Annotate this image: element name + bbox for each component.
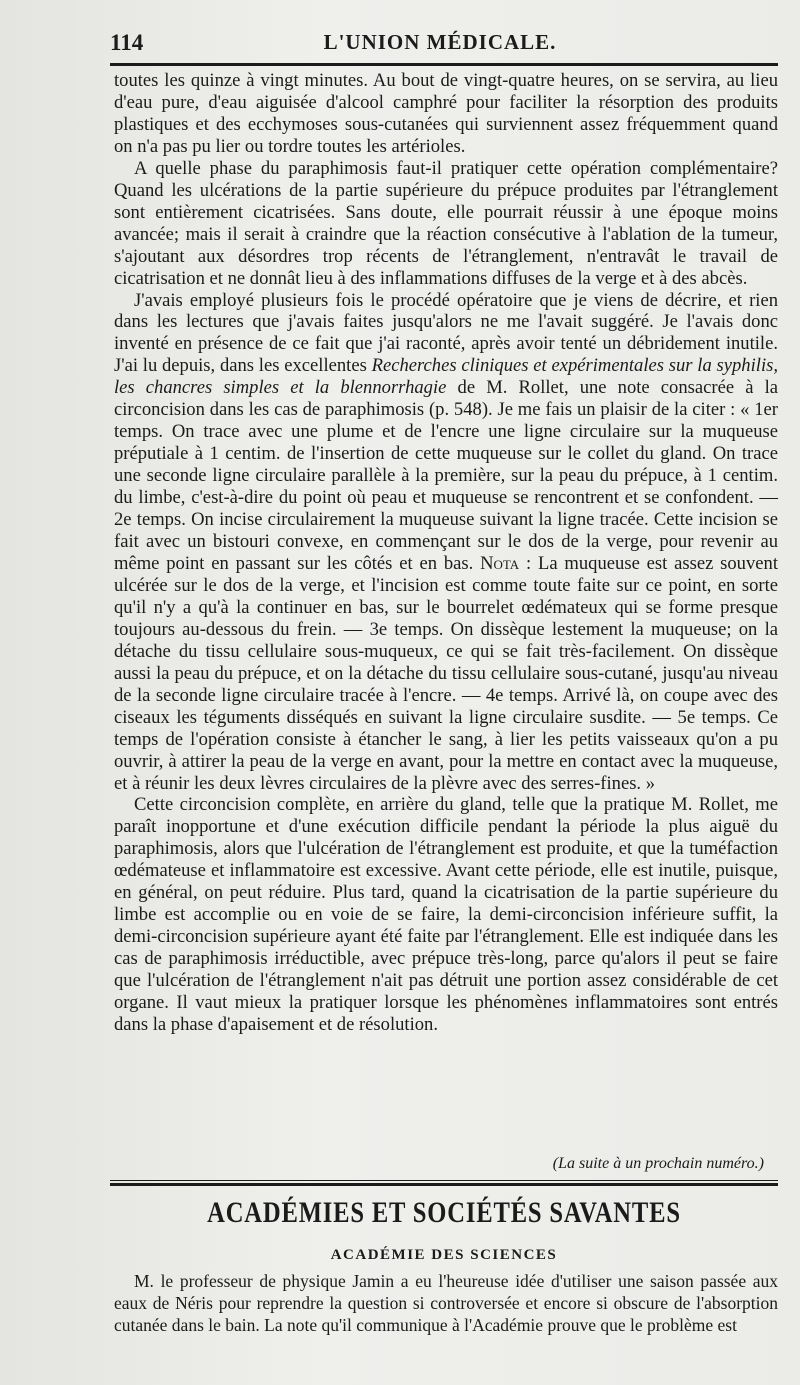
section-body (114, 1270, 778, 1336)
section-rule-top (110, 1180, 778, 1181)
nota-label: Nota (480, 552, 520, 574)
paragraph-3-part-c: : La muqueuse est assez souvent ulcérée sur le dos de la verge, et l'incision est comme toute faite sur ce point, en sorte qu'il n'y a qu'à la continuer en bas, sur le bourrelet œdémateux qui se forme presque toujours au-dessous du frein. — 3e temps. On dissèque lestement la muqueuse; on la détache du tissu cellulaire sous-muqueux, ce qui se fait très-facilement. On dissèque aussi la peau du prépuce, et on la détache du tissu cellulaire sous-cutané, jusqu'au niveau de la seconde ligne circulaire tracée à l'encre. — 4e temps. Arrivé là, on coupe avec des ciseaux les téguments disséqués en suivant la ligne circulaire susdite. — 5e temps. Ce temps de l'opération consiste à étancher le sang, à lier les petits vaisseaux qu'on a pu ouvrir, à attirer la peau de la verge en avant, pour la mettre en contact avec la muqueuse, et à réunir les deux lèvres circulaires de la plèvre avec des serres-fines. » (114, 552, 778, 794)
running-title: L'UNION MÉDICALE. (323, 30, 557, 54)
paragraph-3-part-b: de M. Rollet, une note consacrée à la circoncision dans les cas de paraphimosis (p. 548). Je me fais un plaisir de la citer : « 1er temps. On trace avec une plume et de l'encre une ligne circulaire sur la muqueuse préputiale à 1 centim. de l'insertion de cette muqueuse sur le collet du gland. On trace une seconde ligne circulaire parallèle à la première, sur la peau du prépuce, à 1 centim. du limbe, c'est-à-dire du point où peau et muqueuse se rencontrent et se confondent. — 2e temps. On incise circulairement la muqueuse suivant la ligne tracée. Cette incision se fait avec un bistouri convexe, en commençant sur le dos de la verge, pour revenir au même point en passant sur les côtés et en bas. (114, 377, 778, 574)
article-body (114, 70, 778, 1036)
section-title: ACADÉMIES ET SOCIÉTÉS SAVANTES (207, 1196, 681, 1229)
paragraph-4: Cette circoncision complète, en arrière du gland, telle que la pratique M. Rollet, me paraît inopportune et d'une exécution difficile pendant la période la plus aiguë du paraphimosis, alors que l'ulcération de l'étranglement est produite, et que la tuméfaction œdémateuse et inflammatoire est excessive. Avant cette période, elle est inutile, puisque, en général, on peut réduire. Plus tard, quand la cicatrisation de la partie supérieure du limbe est accomplie ou en voie de se faire, la demi-circoncision inférieure suffit, la demi-circoncision supérieure ayant été faite par l'étranglement. Elle est indiquée dans les cas de paraphimosis irréductible, avec prépuce très-long, parce qu'alors il peut se faire que l'ulcération de l'étranglement n'ait pas détruit une portion assez considérable de cet organe. Il vaut mieux la pratiquer lorsque les phénomènes inflammatoires sont entrés dans la phase d'apaisement et de résolution. (114, 794, 778, 1035)
section-rule-bottom (110, 1183, 778, 1186)
continuation-note: (La suite à un prochain numéro.) (552, 1155, 764, 1172)
paragraph-3-part-a: J'avais employé plusieurs fois le procédé opératoire que je viens de décrire, et rien dans les lectures que j'avais faites jusqu'alors ne me l'avait suggéré. Je l'avais donc inventé en présence de ce fait que j'ai raconté, après avoir tenté un débridement inutile. J'ai lu depuis, dans les excellentes (114, 289, 778, 377)
paragraph-2: A quelle phase du paraphimosis faut-il pratiquer cette opération complémentaire? Quand les ulcérations de la partie supérieure du prépuce produites par l'étranglement sont entièrement cicatrisées. Sans doute, elle pourrait réussir à une époque moins avancée; mais il serait à craindre que la réaction consécutive à l'ablation de la tumeur, s'ajoutant aux désordres trop récents de l'étranglement, n'entravât le travail de cicatrisation et ne donnât lieu à des inflammations diffuses de la verge et à des abcès. (114, 157, 778, 289)
page-number: 114 (110, 30, 144, 55)
paragraph-3 (114, 290, 778, 795)
section-paragraph: M. le professeur de physique Jamin a eu l'heureuse idée d'utiliser une saison passée aux eaux de Néris pour reprendre la question si controversée et encore si obscure de l'absorption cutanée dans le bain. La note qu'il communique à l'Académie prouve que le problème est (114, 1271, 778, 1335)
page-header (110, 30, 770, 60)
book-title: Recherches cliniques et expérimentales sur la syphilis, les chancres simples et la blennorrhagie (114, 355, 778, 399)
header-rule (110, 63, 778, 66)
subsection-title: ACADÉMIE DES SCIENCES (330, 1247, 558, 1263)
paragraph-1: toutes les quinze à vingt minutes. Au bout de vingt-quatre heures, on se servira, au lieu d'eau pure, d'eau aiguisée d'alcool camphré pour faciliter la résorption des produits plastiques et des ecchymoses sous-cutanées qui surviennent assez fréquemment quand on n'a pas pu lier ou tordre toutes les artérioles. (114, 70, 778, 157)
